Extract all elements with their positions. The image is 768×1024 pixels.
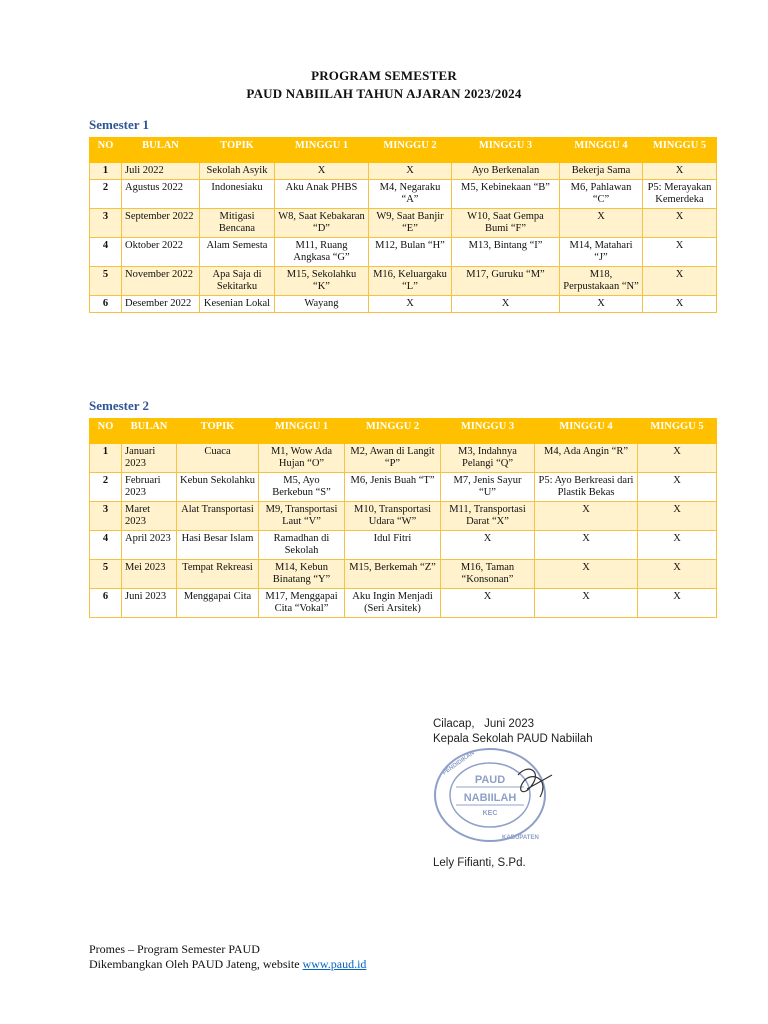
- cell-bulan: September 2022: [122, 209, 200, 238]
- cell-topik: Mitigasi Bencana: [200, 209, 275, 238]
- cell-m1: Ramadhan di Sekolah: [259, 531, 345, 560]
- cell-no: 2: [90, 473, 122, 502]
- cell-topik: Kebun Sekolahku: [177, 473, 259, 502]
- cell-m2: Idul Fitri: [345, 531, 441, 560]
- cell-m5: X: [638, 473, 717, 502]
- cell-m5: P5: Merayakan Kemerdeka: [643, 180, 717, 209]
- cell-m1: M17, Menggapai Cita “Vokal”: [259, 589, 345, 618]
- table-row: [90, 163, 717, 180]
- cell-m1: M9, Transportasi Laut “V”: [259, 502, 345, 531]
- semester-2-label: Semester 2: [89, 398, 150, 413]
- svg-text:NABIILAH: NABIILAH: [463, 792, 517, 804]
- cell-m5: X: [638, 502, 717, 531]
- cell-no: 6: [90, 589, 122, 618]
- column-header: BULAN: [122, 138, 200, 163]
- cell-m5: X: [643, 238, 717, 267]
- column-header: MINGGU 5: [643, 138, 717, 163]
- column-header: TOPIK: [200, 138, 275, 163]
- cell-m5: X: [643, 267, 717, 296]
- cell-no: 5: [90, 267, 122, 296]
- cell-m3: M7, Jenis Sayur “U”: [441, 473, 535, 502]
- cell-bulan: Juni 2023: [122, 589, 177, 618]
- cell-m4: Bekerja Sama: [560, 163, 643, 180]
- cell-m4: X: [535, 531, 638, 560]
- column-header: MINGGU 4: [560, 138, 643, 163]
- cell-m2: X: [369, 163, 452, 180]
- document-subtitle: PAUD NABIILAH TAHUN AJARAN 2023/2024: [246, 86, 522, 101]
- cell-m3: X: [452, 296, 560, 313]
- cell-no: 1: [90, 444, 122, 473]
- cell-m5: X: [643, 209, 717, 238]
- cell-topik: Kesenian Lokal: [200, 296, 275, 313]
- table-row: [90, 296, 717, 313]
- cell-m3: M5, Kebinekaan “B”: [452, 180, 560, 209]
- cell-m2: M6, Jenis Buah “T”: [345, 473, 441, 502]
- svg-text:KEC: KEC: [482, 810, 498, 817]
- cell-no: 1: [90, 163, 122, 180]
- cell-no: 4: [90, 238, 122, 267]
- column-header: NO: [90, 419, 122, 444]
- cell-bulan: Februari 2023: [122, 473, 177, 502]
- table-row: [90, 473, 717, 502]
- cell-m5: X: [643, 163, 717, 180]
- cell-bulan: Oktober 2022: [122, 238, 200, 267]
- cell-m2: M10, Transportasi Udara “W”: [345, 502, 441, 531]
- cell-no: 6: [90, 296, 122, 313]
- cell-m1: W8, Saat Kebakaran “D”: [275, 209, 369, 238]
- cell-m2: Aku Ingin Menjadi (Seri Arsitek): [345, 589, 441, 618]
- cell-m4: X: [535, 560, 638, 589]
- column-header: MINGGU 3: [452, 138, 560, 163]
- cell-m2: W9, Saat Banjir “E”: [369, 209, 452, 238]
- footer-line-1: Promes – Program Semester PAUD: [89, 942, 260, 956]
- table-row: [90, 531, 717, 560]
- table-row: [90, 180, 717, 209]
- column-header: MINGGU 2: [369, 138, 452, 163]
- cell-topik: Alat Transportasi: [177, 502, 259, 531]
- cell-topik: Tempat Rekreasi: [177, 560, 259, 589]
- cell-m2: M2, Awan di Langit “P”: [345, 444, 441, 473]
- signature-role: Kepala Sekolah PAUD Nabiilah: [433, 733, 593, 745]
- svg-text:KABUPATEN: KABUPATEN: [502, 835, 539, 841]
- svg-text:PAUD: PAUD: [474, 774, 506, 786]
- cell-m1: M5, Ayo Berkebun “S”: [259, 473, 345, 502]
- cell-m2: M16, Keluargaku “L”: [369, 267, 452, 296]
- table-row: [90, 209, 717, 238]
- cell-m4: M6, Pahlawan “C”: [560, 180, 643, 209]
- column-header: MINGGU 2: [345, 419, 441, 444]
- column-header: MINGGU 4: [535, 419, 638, 444]
- signature-place-date: Cilacap, Juni 2023: [433, 718, 535, 730]
- cell-m4: M14, Matahari “J”: [560, 238, 643, 267]
- cell-m1: Wayang: [275, 296, 369, 313]
- cell-m1: Aku Anak PHBS: [275, 180, 369, 209]
- column-header: MINGGU 3: [441, 419, 535, 444]
- cell-m1: M1, Wow Ada Hujan “O”: [259, 444, 345, 473]
- cell-bulan: April 2023: [122, 531, 177, 560]
- column-header: NO: [90, 138, 122, 163]
- table-row: [90, 238, 717, 267]
- cell-m5: X: [638, 531, 717, 560]
- cell-m1: M15, Sekolahku “K”: [275, 267, 369, 296]
- footer-line-2: [89, 957, 366, 972]
- cell-topik: Indonesiaku: [200, 180, 275, 209]
- semester-1-label: Semester 1: [89, 117, 150, 132]
- cell-bulan: Mei 2023: [122, 560, 177, 589]
- cell-m4: X: [535, 589, 638, 618]
- cell-m1: X: [275, 163, 369, 180]
- svg-text:PENDIDIKAN: PENDIDIKAN: [441, 750, 476, 777]
- column-header: MINGGU 1: [275, 138, 369, 163]
- cell-m4: M18, Perpustakaan “N”: [560, 267, 643, 296]
- cell-m2: M15, Berkemah “Z”: [345, 560, 441, 589]
- cell-no: 3: [90, 209, 122, 238]
- cell-m3: M11, Transportasi Darat “X”: [441, 502, 535, 531]
- cell-bulan: Agustus 2022: [122, 180, 200, 209]
- column-header: BULAN: [122, 419, 177, 444]
- table-row: [90, 502, 717, 531]
- cell-m3: X: [441, 531, 535, 560]
- cell-m5: X: [638, 560, 717, 589]
- cell-topik: Cuaca: [177, 444, 259, 473]
- column-header: MINGGU 5: [638, 419, 717, 444]
- cell-m2: M4, Negaraku “A”: [369, 180, 452, 209]
- cell-bulan: Juli 2022: [122, 163, 200, 180]
- table-row: [90, 444, 717, 473]
- table-header-row: [90, 138, 717, 163]
- cell-bulan: Maret 2023: [122, 502, 177, 531]
- table-row: [90, 589, 717, 618]
- cell-no: 4: [90, 531, 122, 560]
- signature-name: Lely Fifianti, S.Pd.: [433, 857, 526, 869]
- column-header: TOPIK: [177, 419, 259, 444]
- cell-m3: M16, Taman “Konsonan”: [441, 560, 535, 589]
- cell-bulan: Januari 2023: [122, 444, 177, 473]
- cell-m2: X: [369, 296, 452, 313]
- cell-m4: X: [560, 209, 643, 238]
- cell-bulan: Desember 2022: [122, 296, 200, 313]
- cell-no: 3: [90, 502, 122, 531]
- cell-topik: Sekolah Asyik: [200, 163, 275, 180]
- cell-topik: Hasi Besar Islam: [177, 531, 259, 560]
- cell-no: 5: [90, 560, 122, 589]
- column-header: MINGGU 1: [259, 419, 345, 444]
- cell-m5: X: [638, 589, 717, 618]
- cell-m3: Ayo Berkenalan: [452, 163, 560, 180]
- cell-m5: X: [643, 296, 717, 313]
- cell-m3: W10, Saat Gempa Bumi “F”: [452, 209, 560, 238]
- table-row: [90, 560, 717, 589]
- school-stamp-icon: [432, 745, 560, 845]
- table-row: [90, 267, 717, 296]
- cell-m4: P5: Ayo Berkreasi dari Plastik Bekas: [535, 473, 638, 502]
- cell-bulan: November 2022: [122, 267, 200, 296]
- table-header-row: [90, 419, 717, 444]
- cell-m3: M3, Indahnya Pelangi “Q”: [441, 444, 535, 473]
- cell-m2: M12, Bulan “H”: [369, 238, 452, 267]
- footer-website-link[interactable]: www.paud.id: [302, 957, 367, 971]
- cell-m3: M17, Guruku “M”: [452, 267, 560, 296]
- cell-topik: Alam Semesta: [200, 238, 275, 267]
- cell-m4: X: [535, 502, 638, 531]
- semester-1-table: [89, 137, 717, 313]
- cell-m3: M13, Bintang “I”: [452, 238, 560, 267]
- semester-2-table: [89, 418, 717, 618]
- footer-credit: Dikembangkan Oleh PAUD Jateng, website: [89, 957, 303, 971]
- cell-m4: X: [560, 296, 643, 313]
- cell-topik: Menggapai Cita: [177, 589, 259, 618]
- cell-no: 2: [90, 180, 122, 209]
- cell-m1: M14, Kebun Binatang “Y”: [259, 560, 345, 589]
- cell-m1: M11, Ruang Angkasa “G”: [275, 238, 369, 267]
- cell-topik: Apa Saja di Sekitarku: [200, 267, 275, 296]
- document-title: PROGRAM SEMESTER: [311, 68, 457, 83]
- cell-m5: X: [638, 444, 717, 473]
- cell-m4: M4, Ada Angin “R”: [535, 444, 638, 473]
- cell-m3: X: [441, 589, 535, 618]
